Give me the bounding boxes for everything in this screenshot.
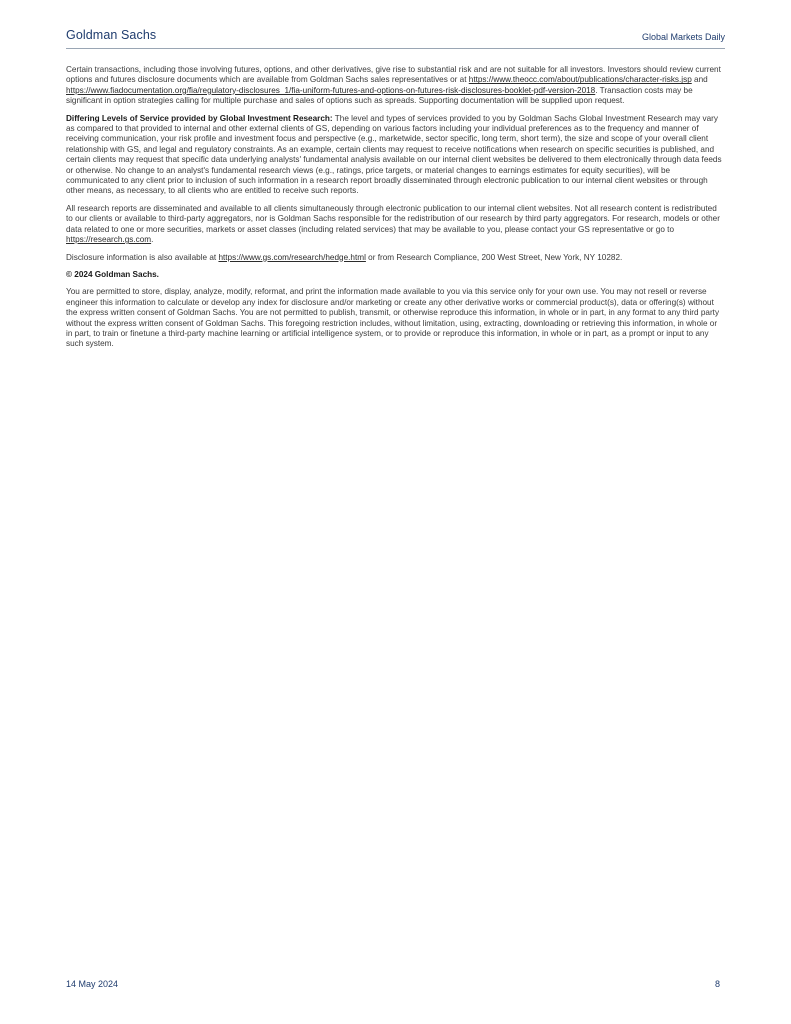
disclosure-content — [66, 65, 725, 357]
page-number: 8 — [714, 979, 720, 989]
derivatives-risk-paragraph — [66, 65, 725, 107]
paragraph-text: All research reports are disseminated and available to all clients simultaneously through electronic publication to our internal client websites. Not all research content is redistributed to our clients or available to third-party aggregators, nor is Goldman Sachs responsible for the redistribution of our research by third party aggregators. For research, models or other data related to one or more securities, markets or asset classes (including related services) that may be available to you, please contact your GS representative or go to — [66, 203, 720, 234]
levels-of-service-paragraph — [66, 114, 725, 197]
report-title: Global Markets Daily — [641, 32, 725, 42]
publication-date: 14 May 2024 — [66, 979, 119, 989]
hedge-disclosure-link[interactable]: https://www.gs.com/research/hedge.html — [218, 252, 366, 262]
brand-name: Goldman Sachs — [66, 28, 157, 42]
paragraph-text: . Transaction costs may be significant in option strategies calling for multiple purchase and sales of options such as spreads. Supporting documentation will be supplied upon request. — [66, 85, 693, 106]
page-header — [66, 28, 725, 49]
section-heading: Differing Levels of Service provided by Global Investment Research: — [66, 113, 333, 123]
research-gs-link[interactable]: https://research.gs.com — [66, 235, 152, 245]
fia-disclosures-link[interactable]: https://www.fiadocumentation.org/fia/regulatory-disclosures_1/fia-uniform-futures-and-options-on-futures-risk-disclosures-booklet-pdf-version-2018 — [66, 85, 596, 95]
paragraph-text: or from Research Compliance, 200 West Street, New York, NY 10282. — [365, 252, 623, 262]
copyright-notice: © 2024 Goldman Sachs. — [66, 269, 159, 279]
usage-terms-paragraph: You are permitted to store, display, analyze, modify, reformat, and print the information made available to you via this service only for your own use. You may not resell or reverse engineer this information to calculate or develop any index for disclosure and/or marketing or create any other derivative works or commercial product(s), data or offering(s) without the express written consent of Goldman Sachs. You are not permitted to publish, transmit, or otherwise reproduce this information, in whole or in part, in any format to any third party without the express written consent of Goldman Sachs. This foregoing restriction includes, without limitation, using, extracting, downloading or retrieving this information, in whole or in part, to train or finetune a third-party machine learning or artificial intelligence system, or to provide or reproduce this information, in whole or in part, as a prompt or input to any such system. — [66, 287, 720, 349]
paragraph-text: and — [691, 75, 708, 85]
paragraph-text: Disclosure information is also available at — [66, 252, 219, 262]
paragraph-text: The level and types of services provided to you by Goldman Sachs Global Investment Research may vary as compared to that provided to internal and other external clients of GS, depending on various factors including your individual preferences as to the frequency and manner of receiving communication, your risk profile and investment focus and perspective (e.g., marketwide, sector specific, long term, short term), the size and scope of your overall client relationship with GS, and legal and regulatory constraints. As an example, certain clients may request to receive notifications when research on specific securities is published, and certain clients may request that specific data underlying analysts' fundamental analysis available on our internal client websites be delivered to them electronically through data feeds or otherwise. No change to an analyst's fundamental research views (e.g., ratings, price targets, or material changes to earnings estimates for equity securities), will be communicated to any client prior to inclusion of such information in a research report broadly disseminated through electronic publication to our internal client websites or through other means, as necessary, to all clients who are entitled to receive such reports. — [66, 113, 722, 196]
dissemination-paragraph — [66, 204, 725, 246]
paragraph-text: Certain transactions, including those involving futures, options, and other derivatives, give rise to substantial risk and are not suitable for all investors. Investors should review current options and futures disclosure documents which are available from Goldman Sachs sales representatives or at — [66, 65, 721, 85]
occ-risks-link[interactable]: https://www.theocc.com/about/publications/character-risks.jsp — [468, 75, 692, 85]
paragraph-text: . — [151, 235, 154, 245]
disclosure-info-paragraph — [66, 253, 725, 263]
